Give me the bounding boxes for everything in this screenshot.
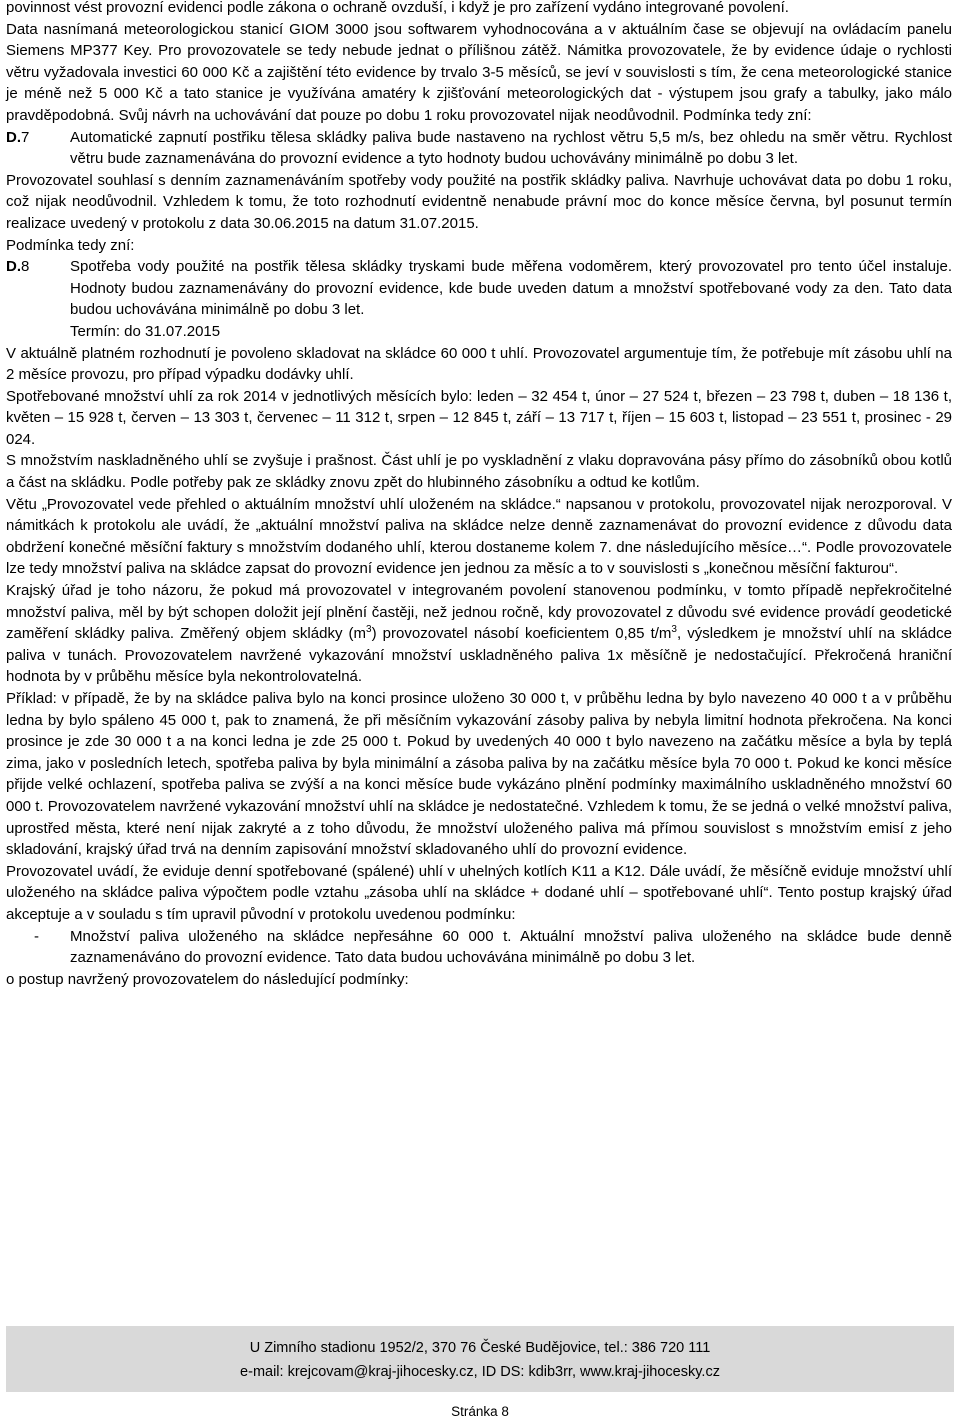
footer-contact: e-mail: krejcovam@kraj-jihocesky.cz, ID DS: kdib3rr, www.kraj-jihocesky.cz: [240, 1364, 720, 1380]
condition-d8-term: Termín: do 31.07.2015: [70, 322, 221, 340]
paragraph-operator-records: Provozovatel uvádí, že eviduje denní spotřebované (spálené) uhlí v uhelných kotlích K11 a K12. Dále uvádí, že měsíčně eviduje množství uhlí uloženého na skládce paliva výpočtem podle vztahu „zásoba uhlí na skládce + dodané uhlí – spotřebované uhlí“. Tento postup krajský úřad akceptuje a v souladu s tím upravil původní v protokolu uvedenou podmínku:: [6, 862, 952, 923]
bullet-dash: -: [34, 927, 39, 945]
condition-d7-text: Automatické zapnutí postřiku tělesa skládky paliva bude nastaveno na rychlost větru 5,5 m/s, bez ohledu na směr větru. Rychlost větru bude zaznamenávána do provozní evidence a tyto hodnoty budou uchovávány minimálně po dobu 3 let.: [70, 128, 952, 168]
condition-d8: [6, 256, 952, 342]
bullet-text: Množství paliva uloženého na skládce nepřesáhne 60 000 t. Aktuální množství paliva uloženého na skládce bude denně zaznamenáváno do provozní evidence. Tato data budou uchovávána minimálně po dobu 3 let.: [70, 927, 952, 967]
paragraph-condition-heading: Podmínka tedy zní:: [6, 236, 135, 254]
footer-address: U Zimního stadionu 1952/2, 370 76 České Budějovice, tel.: 386 720 111: [249, 1340, 711, 1356]
condition-d7-number: D.7: [6, 128, 30, 146]
condition-d7: [6, 127, 952, 170]
list-item: [6, 926, 952, 969]
paragraph-water-consumption: Provozovatel souhlasí s denním zaznamenáváním spotřeby vody použité na postřik skládky paliva. Navrhuje uchovávat data po dobu 1 roku, což nijak neodůvodnil. Vzhledem k tomu, že toto rozhodnutí evidentně nenabude právní moc do konce měsíce června, byl posunut termín realizace uvedený v protokolu z data 30.06.2015 na datum 31.07.2015.: [6, 171, 952, 232]
paragraph-example: Příklad: v případě, že by na skládce paliva bylo na konci prosince uloženo 30 000 t, v průběhu ledna by bylo navezeno 40 000 t a v průběhu ledna by bylo spáleno 45 000 t, pak to znamená, že při měsíčním vykazování zásoby paliva by nebyla limitní hodnota překročena. Na konci prosince je zde 30 000 t a na konci ledna je zde 25 000 t. Pokud by uvedených 40 000 t bylo navezeno na začátku měsíce a byla by teplá zima, jako v posledních letech, spotřeba paliva by byla minimální a zásoba paliva by na začátku měsíce byla 70 000 t. Pokud ke konci měsíce přijde velké ochlazení, spotřeba paliva se zvýší a na konci měsíce bude vykázáno plnění podmínky maximálního uskladněného množství 60 000 t. Provozovatelem navržené vykazování množství uhlí na skládce je nedostatečné. Vzhledem k tomu, že se jedná o velké množství paliva, uprostřed města, které není nijak zakryté a z toho důvodu, že množství uloženého paliva má přímou souvislost s množstvím emisí z jeho skladování, krajský úřad trvá na denním zapisování množství skladovaného uhlí do provozní evidence.: [6, 690, 952, 859]
paragraph-closing: o postup navržený provozovatelem do následující podmínky:: [6, 970, 409, 988]
superscript-3: 3: [366, 624, 372, 636]
condition-d8-body: [70, 256, 952, 342]
paragraph-overview: Větu „Provozovatel vede přehled o aktuálním množství uhlí uloženém na skládce.“ napsanou v protokolu, provozovatel nijak nerozporoval. V námitkách k protokolu ale uvádí, že „aktuální množství paliva na skládce nelze denně zaznamenávat do provozní evidence z důvodu data obdržení konečné měsíční faktury s množstvím dodaného uhlí, kterou dostaneme kolem 7. dne následujícího měsíce…“. Podle provozovatele lze tedy množství paliva na skládce zapsat do provozní evidence jen jednou za měsíc a to v souvislosti s „konečnou měsíční fakturou“.: [6, 495, 952, 578]
document-body: [6, 0, 952, 990]
condition-d8-text: Spotřeba vody použité na postřik tělesa skládky tryskami bude měřena vodoměrem, který provozovatel pro tento účel instaluje. Hodnoty budou zaznamenávány do provozní evidence, kde bude uveden datum a množství spotřebované vody za den. Tato data budou uchovávána minimálně po dobu 3 let.: [70, 258, 952, 319]
page-footer: [6, 1326, 954, 1392]
paragraph-intro: povinnost vést provozní evidenci podle zákona o ochraně ovzduší, i když je pro zařízení vydáno integrované povolení.: [6, 0, 789, 16]
page-number: Stránka 8: [451, 1404, 509, 1419]
paragraph-dust: S množstvím naskladněného uhlí se zvyšuje i prašnost. Část uhlí je po vyskladnění z vlaku dopravována pásy přímo do zásobníků obou kotlů a část na skládku. Podle potřeby pak ze skládky znovu zpět do hlubinného zásobníku a odtud ke kotlům.: [6, 452, 952, 492]
paragraph-meteo-station: Data nasnímaná meteorologickou stanicí GIOM 3000 jsou softwarem vyhodnocována a v aktuálním čase se objevují na ovládacím panelu Siemens MP377 Key. Pro provozovatele se tedy nebude jednat o přílišnou zátěž. Námitka provozovatele, že by evidence údaje o rychlosti větru vyžadovala investici 60 000 Kč a zajištění této evidence by trvalo 3-5 měsíců, se jeví v souvislosti s tím, že cena meteorologické stanice je méně než 5 000 Kč a tato stanice je využívána amatéry k zjišťování meteorologických dat - výstupem jsou grafy a tabulky, jako málo pravděpodobná. Svůj návrh na uchovávání dat pouze po dobu 1 roku provozovatel nijak neodůvodnil. Podmínka tedy zní:: [6, 20, 952, 124]
condition-d8-number: D.8: [6, 258, 30, 276]
paragraph-regional-office: Krajský úřad je toho názoru, že pokud má provozovatel v integrovaném povolení stanovenou podmínku, v tomto případě nepřekročitelné množství paliva, měl by být schopen doložit její plnění častěji, než jednou ročně, kdy provozovatel z důvodu své evidence provádí geodetické zaměření skládky paliva. Změřený objem skládky $(m^3)$ provozovatel násobí koeficientem 0,85 $t/m^3$, výsledkem je množství uhlí na skládce paliva v tunách. Provozovatelem navržené vykazování množství uskladněného paliva 1x měsíčně je nedostačující. Překročená hraniční hodnota by v průběhu měsíce byla nekontrolovatelná.: [6, 582, 952, 686]
superscript-3: 3: [671, 624, 677, 636]
paragraph-coal-consumption: Spotřebované množství uhlí za rok 2014 v jednotlivých měsících bylo: leden – 32 454 t, únor – 27 524 t, březen – 23 798 t, duben – 18 136 t, květen – 15 928 t, červen – 13 303 t, červenec – 11 312 t, srpen – 12 845 t, září – 13 717 t, říjen – 15 603 t, listopad – 23 551 t, prosinec - 29 024.: [6, 387, 952, 448]
paragraph-coal-storage: V aktuálně platném rozhodnutí je povoleno skladovat na skládce 60 000 t uhlí. Provozovatel argumentuje tím, že potřebuje mít zásobu uhlí na 2 měsíce provozu, pro případ výpadku dodávky uhlí.: [6, 344, 952, 384]
